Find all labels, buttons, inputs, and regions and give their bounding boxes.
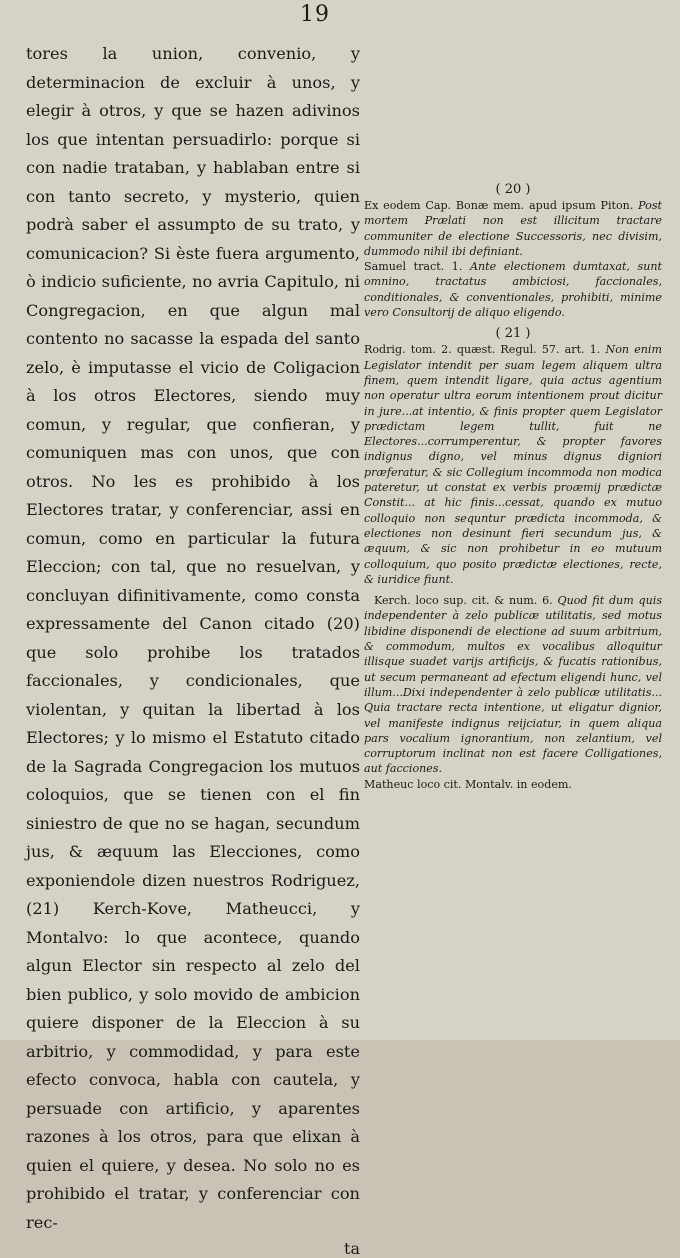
note-20-quote-2: Ante electionem dumtaxat, sunt omnino, tractatus ambiciosi, faccionales, conditionales, & conventionales, prohibiti, minime vero Consultorij de aliquo eligendo. — [364, 260, 662, 320]
note-21-paragraph-2 — [364, 593, 662, 777]
note-20-paragraph-1 — [364, 198, 662, 259]
note-20-citation-2: Samuel tract. 1. — [364, 260, 463, 274]
note-21-quote-2: Quod fit dum quis independenter à zelo publicæ utilitatis, sed motus libidine disponendi de electione ad suum arbitrium, & commodum, multos ex vocalibus alloquitur illisque suadet varijs artificijs, & fucatis rationibus, ut secum permaneant ad efectum eligendi hunc, vel illum...Dixi independenter à zelo publicæ utilitatis... Quia tractare recta intentione, ut eligatur dignior, vel manifeste indignus reijciatur, in quem aliqua pars vocalium ignorantium, non zelantium, vel corruptorum inclinat non est facere Colligationes, aut facciones. — [364, 594, 663, 776]
note-21-paragraph-1 — [364, 342, 662, 587]
note-20-quote: Post mortem Prælati non est illicitum tractare communiter de electione Successoris, nec divisim, dummodo nihil ibi definiant. — [364, 199, 662, 258]
note-20-label: ( 20 ) — [495, 182, 531, 197]
note-20-paragraph-2 — [364, 259, 662, 320]
main-text: tores la union, convenio, y determinacion de excluir à unos, y elegir à otros, y que se hazen adivinos los que intentan persuadirlo: porque si con nadie trataban, y hablaban entre si con tanto secreto, y mysterio, quien podrà saber el assumpto de su trato, y comunicacion? Si èste fuera argumento, ò indicio suficiente, no avria Capitulo, ni Congregacion, en que algun mal contento no sacasse la espada del santo zelo, è imputasse el vicio de Coligacion à los otros Electores, siendo muy comun, y regular, que confieran, y comuniquen mas con unos, que con otros. No les es prohibido à los Electores tratar, y conferenciar, assi en comun, como en particular la futura Eleccion; con tal, que no resuelvan, y concluyan difinitivamente, como consta expressamente del Canon citado (20) que solo prohibe los tratados faccionales, y condicionales, que violentan, y quitan la libertad à los Electores; y lo mismo el Estatuto citado de la Sagrada Congregacion los mutuos coloquios, que se tienen con el fin siniestro de que no se hagan, secundum jus, & æquum las Elecciones, como exponiendole dizen nuestros Rodriguez, (21) Kerch-Kove, Matheucci, y Montalvo: lo que acontece, quando algun Elector sin respecto al zelo del bien publico, y solo movido de ambicion quiere disponer de la Eleccion à su arbitrio, y commodidad, y para este efecto convoca, habla con cautela, y persuade con artificio, y aparentes razones à los otros, para que elixan à quien el quiere, y desea. No solo no es prohibido el tratar, y conferenciar con rec- — [26, 44, 360, 1232]
main-column — [26, 40, 360, 1258]
note-21-paragraph-3: Matheuc loco cit. Montalv. in eodem. — [364, 777, 572, 791]
note-21-label: ( 21 ) — [495, 326, 531, 342]
marginal-notes — [364, 182, 662, 792]
note-21-citation: Rodrig. tom. 2. quæst. Regul. 57. art. 1. — [364, 343, 601, 357]
note-21-quote: Non enim Legislator intendit per suam legem aliquem ultra finem, quem intendit ligare, quia actus agentium non operatur ultra eorum intentionem prout dicitur in jure...at intentio, & finis propter quem Legislator prædictam legem tullit, fuit ne Electores...corrumperentur, & propter favores indignus digno, vel minus dignus digniori præferatur, & sic Collegium incommoda non modica pateretur, ut constat ex verbis proæmij prædictæ Constit... at hic finis...cessat, quando ex mutuo colloquio non sequntur prædicta incommoda, & electiones non desinunt fieri secundum jus, & æquum, & sic non prohibetur in eo mutuum colloquium, quo posito prædictæ electiones, recte, & iuridice fiunt. — [364, 343, 662, 586]
note-21-citation-2: Kerch. loco sup. cit. & num. 6. — [374, 594, 553, 608]
page-number: 19 — [300, 2, 330, 27]
note-20-citation: Ex eodem Cap. Bonæ mem. apud ipsum Piton. — [364, 199, 634, 212]
catchword: ta — [344, 1239, 360, 1258]
